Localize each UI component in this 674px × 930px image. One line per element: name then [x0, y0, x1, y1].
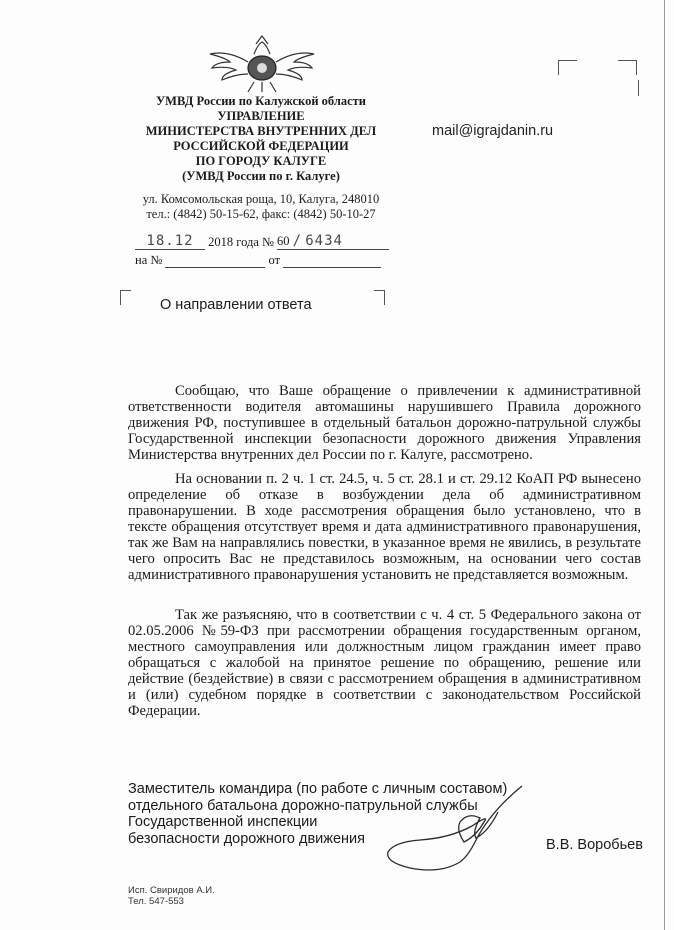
body-paragraph: Так же разъясняю, что в соответствии с ч. 4 ст. 5 Федерального закона от 02.05.2006 №59-ФЗ при рассмотрении обращения государственным органом, местного самоуправления или должностным лицом гражданин имеет право обращаться с жалобой на принятое решение по обращению, решение или действие (бездействие) в связи с рассмотрением обращения в административном и (или) судебном порядке в соответствии с законодательством Российской Федерации. — [128, 607, 641, 719]
executor-info — [128, 885, 215, 907]
subject-corner-mark — [120, 290, 131, 305]
registration-date-line — [135, 234, 389, 250]
subject-corner-mark — [374, 290, 385, 305]
letterhead-line: УМВД России по Калужской области — [155, 94, 367, 108]
executor-phone: Тел. 547-553 — [128, 896, 184, 907]
letterhead-address: ул. Комсомольская роща, 10, Калуга, 248010 — [142, 192, 380, 206]
recipient-corner-mark — [558, 60, 577, 75]
letterhead-line: ПО ГОРОДУ КАЛУГЕ — [195, 154, 327, 168]
recipient-corner-mark — [618, 60, 637, 75]
signatory-title-line: Государственной инспекции — [128, 814, 318, 830]
recipient-email: mail@igrajdanin.ru — [432, 123, 554, 139]
handwritten-number: 6434 — [305, 233, 343, 249]
letterhead-line: МИНИСТЕРСТВА ВНУТРЕННИХ ДЕЛ — [145, 124, 377, 138]
reference-date-label: от — [268, 253, 281, 267]
scan-edge — [664, 0, 665, 930]
body-paragraph: Сообщаю, что Ваше обращение о привлечении к административной ответственности водителя автомашины нарушившего Правила дорожного движения РФ, поступившее в отдельный батальон дорожно-патрульной службы Государственной инспекции безопасности дорожного движения Управления Министерства внутренних дел России по г. Калуге, рассмотрено. — [128, 383, 641, 463]
signatory-title-line: безопасности дорожного движения — [128, 830, 366, 847]
date-field — [135, 234, 205, 250]
year-label: 2018 года № — [208, 235, 274, 249]
letterhead-line: (УМВД России по г. Калуге) — [182, 169, 340, 183]
recipient-corner-mark — [628, 80, 639, 96]
eagle-emblem-icon — [208, 32, 316, 94]
reference-date-field — [283, 252, 381, 268]
number-separator: / — [292, 233, 303, 249]
number-field — [277, 234, 389, 250]
number-prefix: 60 — [277, 234, 290, 248]
subject-line: О направлении ответа — [160, 297, 312, 313]
registration-reference-line — [135, 252, 381, 268]
letterhead-line: РОССИЙСКОЙ ФЕДЕРАЦИИ — [173, 139, 349, 153]
signatory-title-line: Заместитель командира (по работе с личным составом) — [128, 781, 508, 797]
letterhead-phones: тел.: (4842) 50-15-62, факс: (4842) 50-10-27 — [146, 207, 376, 221]
handwritten-date: 18.12 — [146, 233, 194, 249]
reference-number-label: на № — [135, 253, 163, 267]
body-paragraph: На основании п. 2 ч. 1 ст. 24.5, ч. 5 ст. 28.1 и ст. 29.12 КоАП РФ вынесено определение об отказе в возбуждении дела об административном правонарушении. В ходе рассмотрения обращения было установлено, что в тексте обращения отсутствует время и дата административного правонарушения, так же Вам на направлялись повестки, в указанное время не явились, в результате чего опросить Вас не представилось возможным, на основании чего состав административного правонарушения установить не представляется возможным. — [128, 471, 641, 583]
executor-name: Исп. Свиридов А.И. — [128, 885, 215, 896]
signatory-name: В.В. Воробьев — [546, 837, 643, 853]
handwritten-signature — [380, 782, 530, 872]
reference-number-field — [165, 252, 265, 268]
signatory-title-line: отдельного батальона дорожно-патрульной службы — [128, 797, 478, 814]
letterhead-line: УПРАВЛЕНИЕ — [217, 109, 305, 123]
